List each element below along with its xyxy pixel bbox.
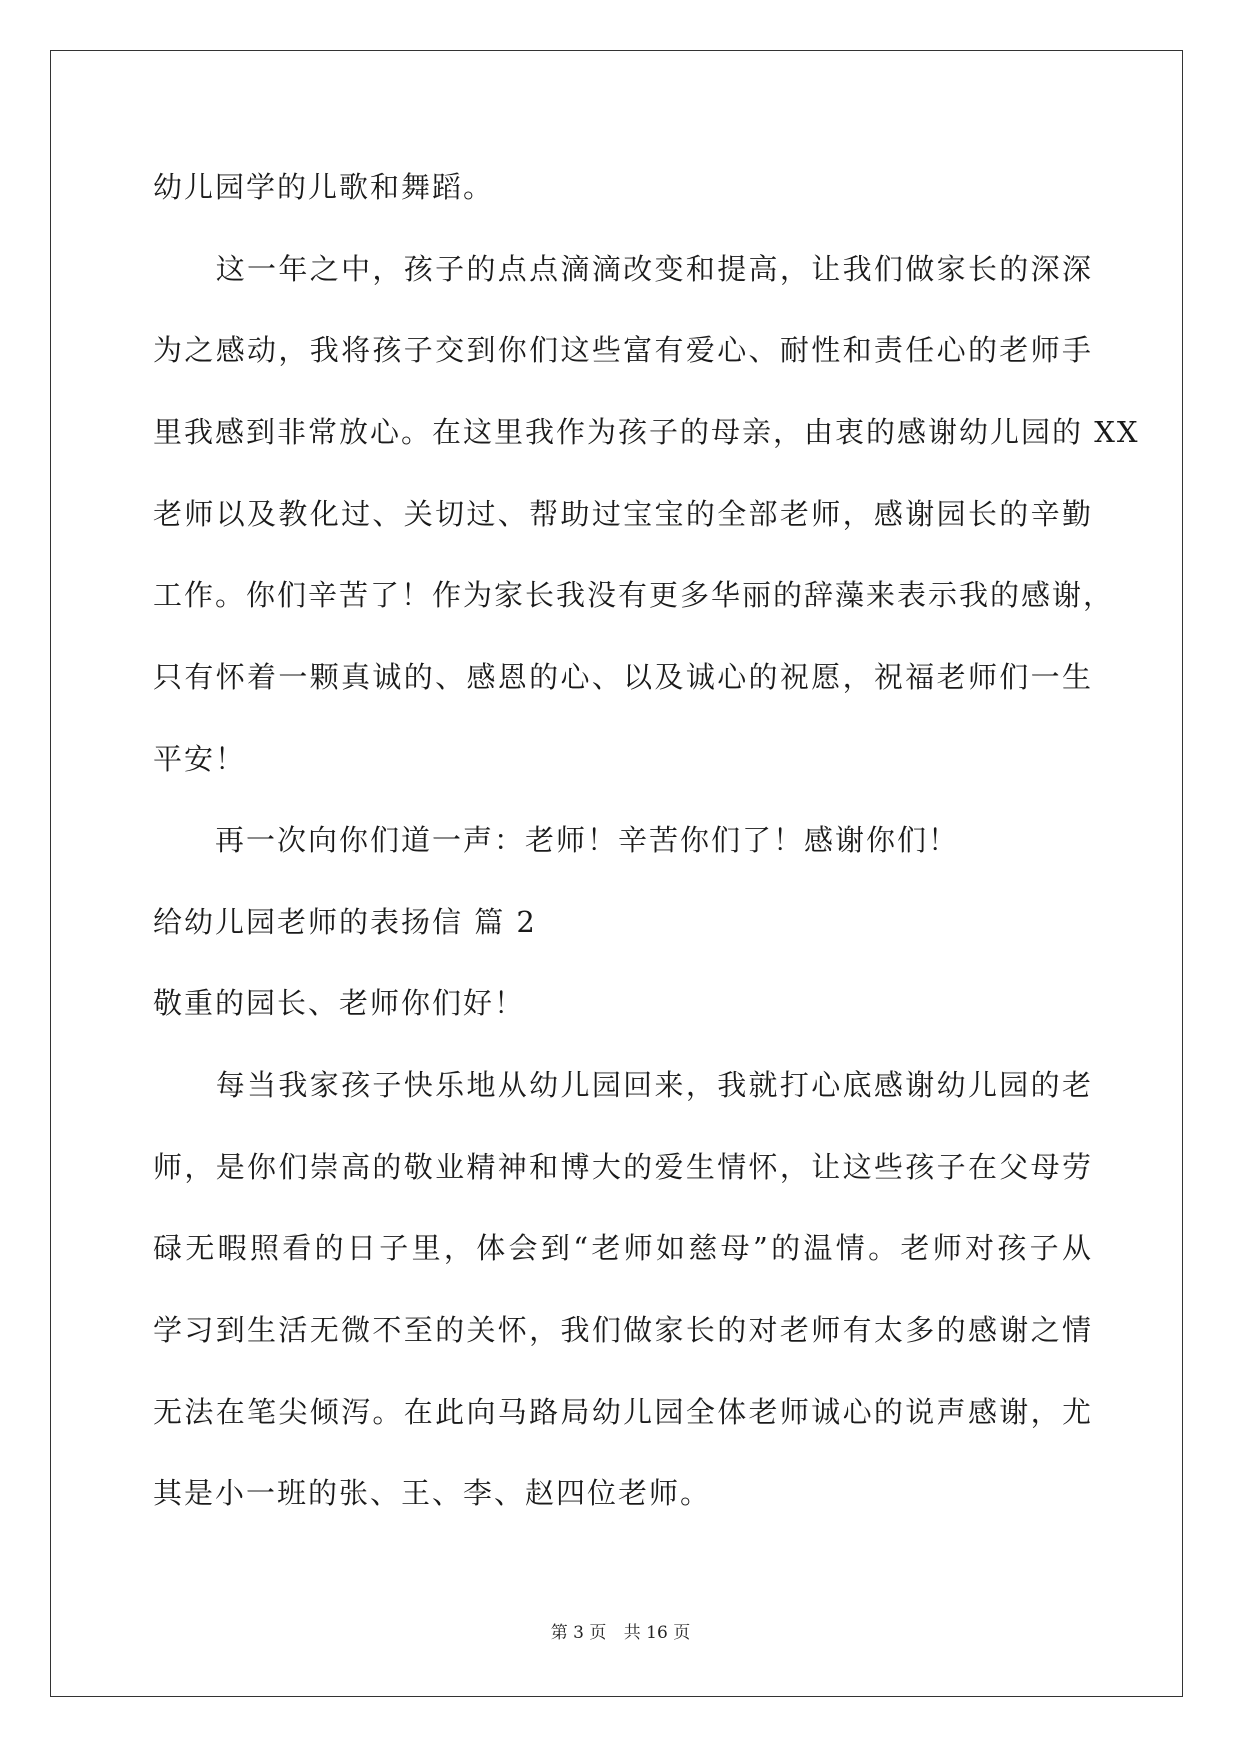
- text-line: 其是小一班的张、王、李、赵四位老师。: [153, 1476, 712, 1510]
- text-line: 平安！: [153, 742, 247, 776]
- text-line: 里我感到非常放心。在这里我作为孩子的母亲，由衷的感谢幼儿园的 XX: [153, 415, 1140, 449]
- text-line: 碌无暇照看的日子里，体会到“老师如慈母”的温情。老师对孩子从: [153, 1231, 1093, 1265]
- section-heading: 给幼儿园老师的表扬信 篇 2: [153, 905, 537, 939]
- text-line: 无法在笔尖倾泻。在此向马路局幼儿园全体老师诚心的说声感谢，尤: [153, 1395, 1093, 1429]
- text-line: 学习到生活无微不至的关怀，我们做家长的对老师有太多的感谢之情: [153, 1313, 1093, 1347]
- page-number: 第 3 页: [550, 1623, 607, 1643]
- text-line: 师，是你们崇高的敬业精神和博大的爱生情怀，让这些孩子在父母劳: [153, 1150, 1093, 1184]
- text-line: 工作。你们辛苦了！作为家长我没有更多华丽的辞藻来表示我的感谢，: [153, 578, 1115, 612]
- text-line: 为之感动，我将孩子交到你们这些富有爱心、耐性和责任心的老师手: [153, 333, 1093, 367]
- page-footer: [0, 1621, 1241, 1645]
- page-total: 共 16 页: [623, 1623, 691, 1643]
- text-line: 这一年之中，孩子的点点滴滴改变和提高，让我们做家长的深深: [153, 252, 1093, 286]
- text-line: 老师以及教化过、关切过、帮助过宝宝的全部老师，感谢园长的辛勤: [153, 497, 1093, 531]
- text-line: 每当我家孩子快乐地从幼儿园回来，我就打心底感谢幼儿园的老: [153, 1068, 1093, 1102]
- text-line: 幼儿园学的儿歌和舞蹈。: [153, 170, 495, 204]
- text-line: 只有怀着一颗真诚的、感恩的心、以及诚心的祝愿，祝福老师们一生: [153, 660, 1093, 694]
- page-border: [50, 50, 1183, 1697]
- text-line: 再一次向你们道一声：老师！辛苦你们了！感谢你们！: [153, 823, 960, 857]
- salutation: 敬重的园长、老师你们好！: [153, 986, 526, 1020]
